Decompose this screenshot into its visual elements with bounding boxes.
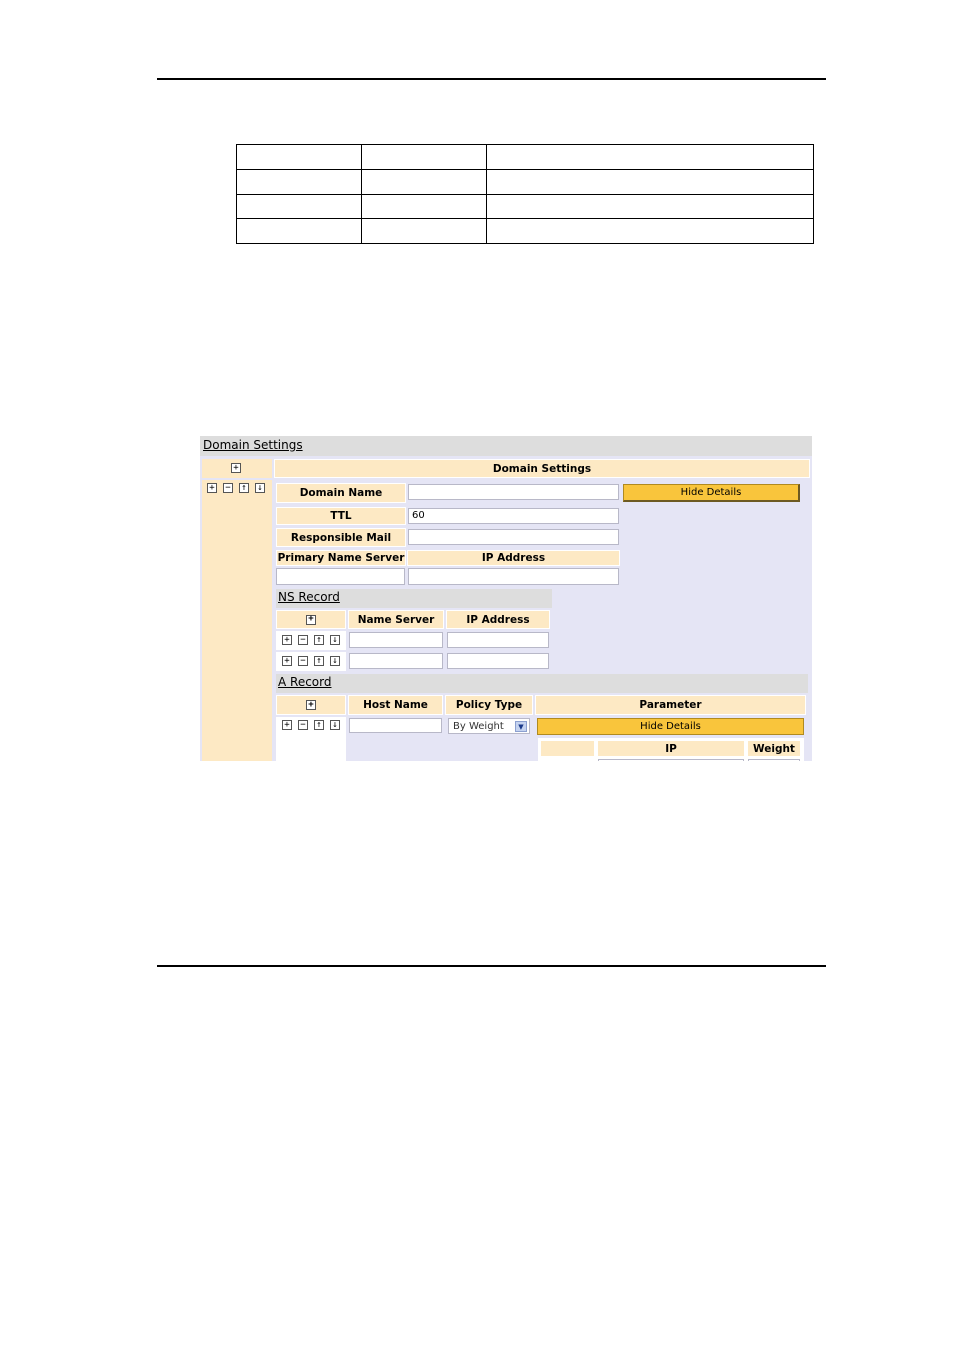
ns-row-2-name-server-input[interactable]: [349, 653, 443, 669]
down-arrow-icon[interactable]: ↓: [330, 635, 340, 645]
a-record-title-link[interactable]: A Record: [278, 675, 332, 689]
add-icon[interactable]: +: [282, 720, 292, 730]
a-parameter-header: Parameter: [535, 695, 806, 715]
add-icon[interactable]: +: [282, 635, 292, 645]
chevron-down-icon[interactable]: ▼: [515, 721, 527, 732]
policy-type-select[interactable]: [448, 718, 530, 734]
a-row-1-host-name-input[interactable]: [349, 718, 442, 733]
add-icon[interactable]: +: [306, 700, 316, 710]
param-ip-input[interactable]: [598, 759, 744, 761]
table-row: [237, 219, 814, 244]
param-weight-input[interactable]: [748, 759, 800, 761]
add-icon[interactable]: +: [282, 656, 292, 666]
table-row: [237, 145, 814, 170]
param-ip-header: IP: [597, 740, 745, 757]
ns-row-1-controls: [276, 631, 346, 650]
domain-name-label: Domain Name: [276, 483, 406, 503]
ns-row-2-ip-address-input[interactable]: [447, 653, 549, 669]
add-icon[interactable]: +: [231, 463, 241, 473]
responsible-mail-input[interactable]: [408, 529, 619, 545]
root-controls-column: [202, 480, 272, 761]
parameter-hide-details-button[interactable]: Hide Details: [537, 718, 804, 735]
down-arrow-icon[interactable]: ↓: [255, 483, 265, 493]
ns-ip-address-header: IP Address: [446, 610, 550, 629]
ns-name-server-header: Name Server: [348, 610, 444, 629]
down-arrow-icon[interactable]: ↓: [330, 720, 340, 730]
domain-settings-header: Domain Settings: [274, 459, 810, 478]
policy-type-selected: By Weight: [453, 720, 504, 732]
primary-ip-address-input[interactable]: [408, 568, 619, 585]
ttl-label: TTL: [276, 507, 406, 525]
remove-icon[interactable]: −: [298, 720, 308, 730]
top-rule: [157, 78, 826, 80]
a-policy-type-header: Policy Type: [445, 695, 533, 715]
ns-record-title-link[interactable]: NS Record: [278, 590, 340, 604]
ns-row-1-ip-address-input[interactable]: [447, 632, 549, 648]
param-weight-header: Weight: [747, 740, 801, 757]
add-icon[interactable]: +: [306, 615, 316, 625]
table-row: [237, 194, 814, 219]
domain-settings-screenshot: [200, 436, 812, 761]
ip-address-label: IP Address: [407, 550, 620, 566]
domain-name-input[interactable]: [408, 484, 619, 500]
ns-record-controls-header: [276, 610, 346, 629]
add-icon[interactable]: +: [207, 483, 217, 493]
remove-icon[interactable]: −: [298, 635, 308, 645]
root-controls-header: [202, 459, 272, 478]
ns-row-2-controls: [276, 652, 346, 671]
remove-icon[interactable]: −: [298, 656, 308, 666]
up-arrow-icon[interactable]: ↑: [314, 656, 324, 666]
hide-details-button[interactable]: Hide Details: [623, 484, 800, 502]
remove-icon[interactable]: −: [223, 483, 233, 493]
title-bar: [200, 436, 812, 456]
panel-title-link[interactable]: Domain Settings: [203, 438, 303, 452]
param-controls-header: [540, 740, 595, 757]
ttl-input[interactable]: 60: [408, 508, 619, 524]
ns-row-1-name-server-input[interactable]: [349, 632, 443, 648]
up-arrow-icon[interactable]: ↑: [314, 720, 324, 730]
a-host-name-header: Host Name: [348, 695, 443, 715]
a-row-1-controls: [276, 717, 346, 761]
primary-name-server-input[interactable]: [276, 568, 405, 585]
primary-name-server-label: Primary Name Server: [277, 552, 405, 564]
up-arrow-icon[interactable]: ↑: [314, 635, 324, 645]
responsible-mail-label: Responsible Mail: [276, 528, 406, 547]
empty-table: [236, 144, 814, 244]
a-record-controls-header: [276, 695, 346, 715]
up-arrow-icon[interactable]: ↑: [239, 483, 249, 493]
table-row: [237, 169, 814, 194]
ns-record-bar: [276, 589, 552, 608]
a-record-bar: [276, 674, 808, 693]
down-arrow-icon[interactable]: ↓: [330, 656, 340, 666]
bottom-rule: [157, 965, 826, 967]
